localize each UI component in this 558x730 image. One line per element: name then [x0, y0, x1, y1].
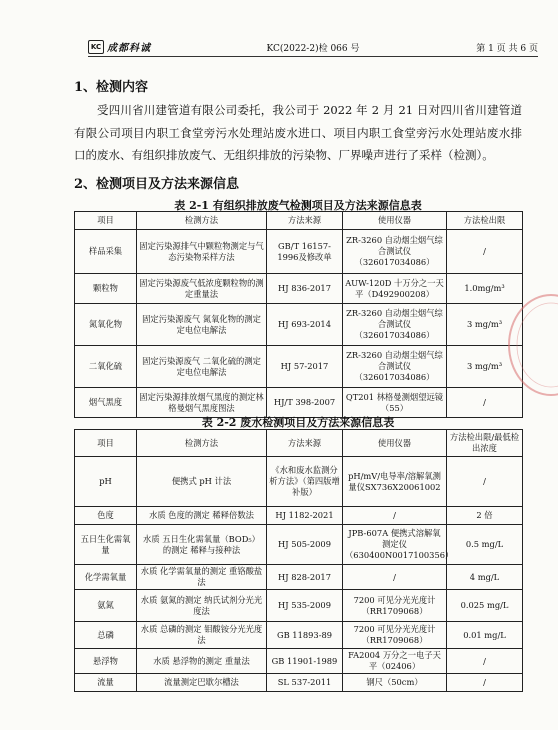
page-header	[88, 38, 538, 57]
table-cell: 二氧化硫	[75, 346, 137, 388]
table-cell: 3 mg/m³	[447, 346, 523, 388]
table2-header-cell: 检测方法	[137, 430, 267, 457]
table-cell: /	[343, 565, 447, 590]
logo-text: 成都科诚	[107, 43, 151, 54]
table1-header-cell: 检测方法	[137, 212, 267, 230]
section-1-text: 受四川省川建管道有限公司委托，我公司于 2022 年 2 月 21 日对四川省川建管道有限公司项目内职工食堂旁污水处理站废水进口、项目内职工食堂旁污水处理站废水排口的废水、有组织排放废气、无组织排放的污染物、厂界噪声进行了采样（检测）。	[74, 103, 522, 162]
table-row	[75, 674, 523, 692]
table-cell: 烟气黑度	[75, 388, 137, 418]
table-cell: HJ 505-2009	[267, 525, 343, 565]
table-cell: 五日生化需氧量	[75, 525, 137, 565]
table-cell: 固定污染源废气 氮氧化物的测定定电位电解法	[137, 304, 267, 346]
section-1-title: 1、检测内容	[74, 80, 149, 95]
table-cell: 悬浮物	[75, 649, 137, 674]
table-cell: 水质 色度的测定 稀释倍数法	[137, 507, 267, 525]
table-cell: HJ 836-2017	[267, 274, 343, 304]
table-cell: 颗粒物	[75, 274, 137, 304]
table-cell: GB/T 16157-1996及修改单	[267, 230, 343, 274]
table-cell: /	[447, 674, 523, 692]
table1-header-cell: 使用仪器	[343, 212, 447, 230]
table-cell: 便携式 pH 计法	[137, 457, 267, 507]
logo-mark: KC	[88, 40, 104, 54]
table-row	[75, 457, 523, 507]
table2-header-cell: 项目	[75, 430, 137, 457]
table-row	[75, 304, 523, 346]
table-1-header-row	[75, 212, 523, 230]
table-cell: 样品采集	[75, 230, 137, 274]
table-cell: 《水和废水监测分析方法》（第四版增补版）	[267, 457, 343, 507]
table-cell: AUW-120D 十万分之一天平（D492900208）	[343, 274, 447, 304]
table-cell: 7200 可见分光光度计（RR1709068）	[343, 590, 447, 622]
table-cell: GB 11901-1989	[267, 649, 343, 674]
table-cell: 2 倍	[447, 507, 523, 525]
table-cell: HJ 535-2009	[267, 590, 343, 622]
table-row	[75, 388, 523, 418]
table-cell: 0.025 mg/L	[447, 590, 523, 622]
table-cell: /	[447, 388, 523, 418]
table2-header-cell: 方法来源	[267, 430, 343, 457]
table-cell: 固定污染源废气 二氧化硫的测定定电位电解法	[137, 346, 267, 388]
table-cell: 水质 悬浮物的测定 重量法	[137, 649, 267, 674]
table-cell: 氨氮	[75, 590, 137, 622]
table-cell: ZR-3260 自动烟尘烟气综合测试仪（326017034086）	[343, 346, 447, 388]
table-cell: /	[447, 457, 523, 507]
table-cell: ZR-3260 自动烟尘烟气综合测试仪（326017034086）	[343, 230, 447, 274]
table-cell: 固定污染源排气中颗粒物测定与气态污染物采样方法	[137, 230, 267, 274]
table-cell: QT201 林格曼测烟望远镜（55）	[343, 388, 447, 418]
table-cell: ZR-3260 自动烟尘烟气综合测试仪（326017034086）	[343, 304, 447, 346]
table-cell: JPB-607A 便携式溶解氧测定仪（630400N0017100356）	[343, 525, 447, 565]
table-cell: 7200 可见分光光度计（RR1709068）	[343, 622, 447, 649]
table-cell: 总磷	[75, 622, 137, 649]
table-cell: 水质 氨氮的测定 纳氏试剂分光光度法	[137, 590, 267, 622]
table-row	[75, 525, 523, 565]
table-cell: 1.0mg/m³	[447, 274, 523, 304]
table-row	[75, 346, 523, 388]
table-cell: 流量	[75, 674, 137, 692]
table-cell: 氮氧化物	[75, 304, 137, 346]
table-cell: pH	[75, 457, 137, 507]
table-2-caption: 表 2-2 废水检测项目及方法来源信息表	[201, 416, 395, 429]
table-cell: GB 11893-89	[267, 622, 343, 649]
table2-header-cell: 使用仪器	[343, 430, 447, 457]
table1-header-cell: 项目	[75, 212, 137, 230]
table-cell: /	[447, 230, 523, 274]
table-2-header-row	[75, 430, 523, 457]
table2-header-cell: 方法检出限/最低检出浓度	[447, 430, 523, 457]
table-cell: 0.01 mg/L	[447, 622, 523, 649]
section-2-title: 2、检测项目及方法来源信息	[74, 177, 240, 192]
table-cell: 水质 五日生化需氧量（BOD₅）的测定 稀释与接种法	[137, 525, 267, 565]
table-cell: 0.5 mg/L	[447, 525, 523, 565]
table1-header-cell: 方法检出限	[447, 212, 523, 230]
table-cell: HJ/T 398-2007	[267, 388, 343, 418]
table-cell: 3 mg/m³	[447, 304, 523, 346]
table-row	[75, 274, 523, 304]
table-cell: HJ 693-2014	[267, 304, 343, 346]
table-cell: /	[447, 649, 523, 674]
table-cell: 水质 化学需氧量的测定 重铬酸盐法	[137, 565, 267, 590]
table-cell: 钢尺（50cm）	[343, 674, 447, 692]
table-cell: HJ 1182-2021	[267, 507, 343, 525]
table-cell: 水质 总磷的测定 钼酸铵分光光度法	[137, 622, 267, 649]
report-number: KC(2022-2)检 066 号	[266, 44, 360, 54]
table-cell: 化学需氧量	[75, 565, 137, 590]
table-cell: /	[343, 507, 447, 525]
table-row	[75, 649, 523, 674]
table-row	[75, 230, 523, 274]
table-row	[75, 622, 523, 649]
page-number: 第 1 页 共 6 页	[476, 44, 538, 54]
table-cell: SL 537-2011	[267, 674, 343, 692]
table-1	[74, 211, 523, 418]
table-cell: 4 mg/L	[447, 565, 523, 590]
table-cell: 固定污染源排放烟气黑度的测定林格曼烟气黑度图法	[137, 388, 267, 418]
table-1-caption: 表 2-1 有组织排放废气检测项目及方法来源信息表	[174, 199, 422, 212]
table-2	[74, 429, 523, 692]
table-cell: pH/mV/电导率/溶解氧测量仪SX736X20061002	[343, 457, 447, 507]
table-cell: 色度	[75, 507, 137, 525]
table-cell: 固定污染源废气低浓度颗粒物的测定重量法	[137, 274, 267, 304]
table-row	[75, 507, 523, 525]
table-cell: 流量测定巴歇尔槽法	[137, 674, 267, 692]
table-row	[75, 590, 523, 622]
table-row	[75, 565, 523, 590]
table-cell: FA2004 万分之一电子天平（02406）	[343, 649, 447, 674]
table-cell: HJ 57-2017	[267, 346, 343, 388]
table1-header-cell: 方法来源	[267, 212, 343, 230]
table-cell: HJ 828-2017	[267, 565, 343, 590]
